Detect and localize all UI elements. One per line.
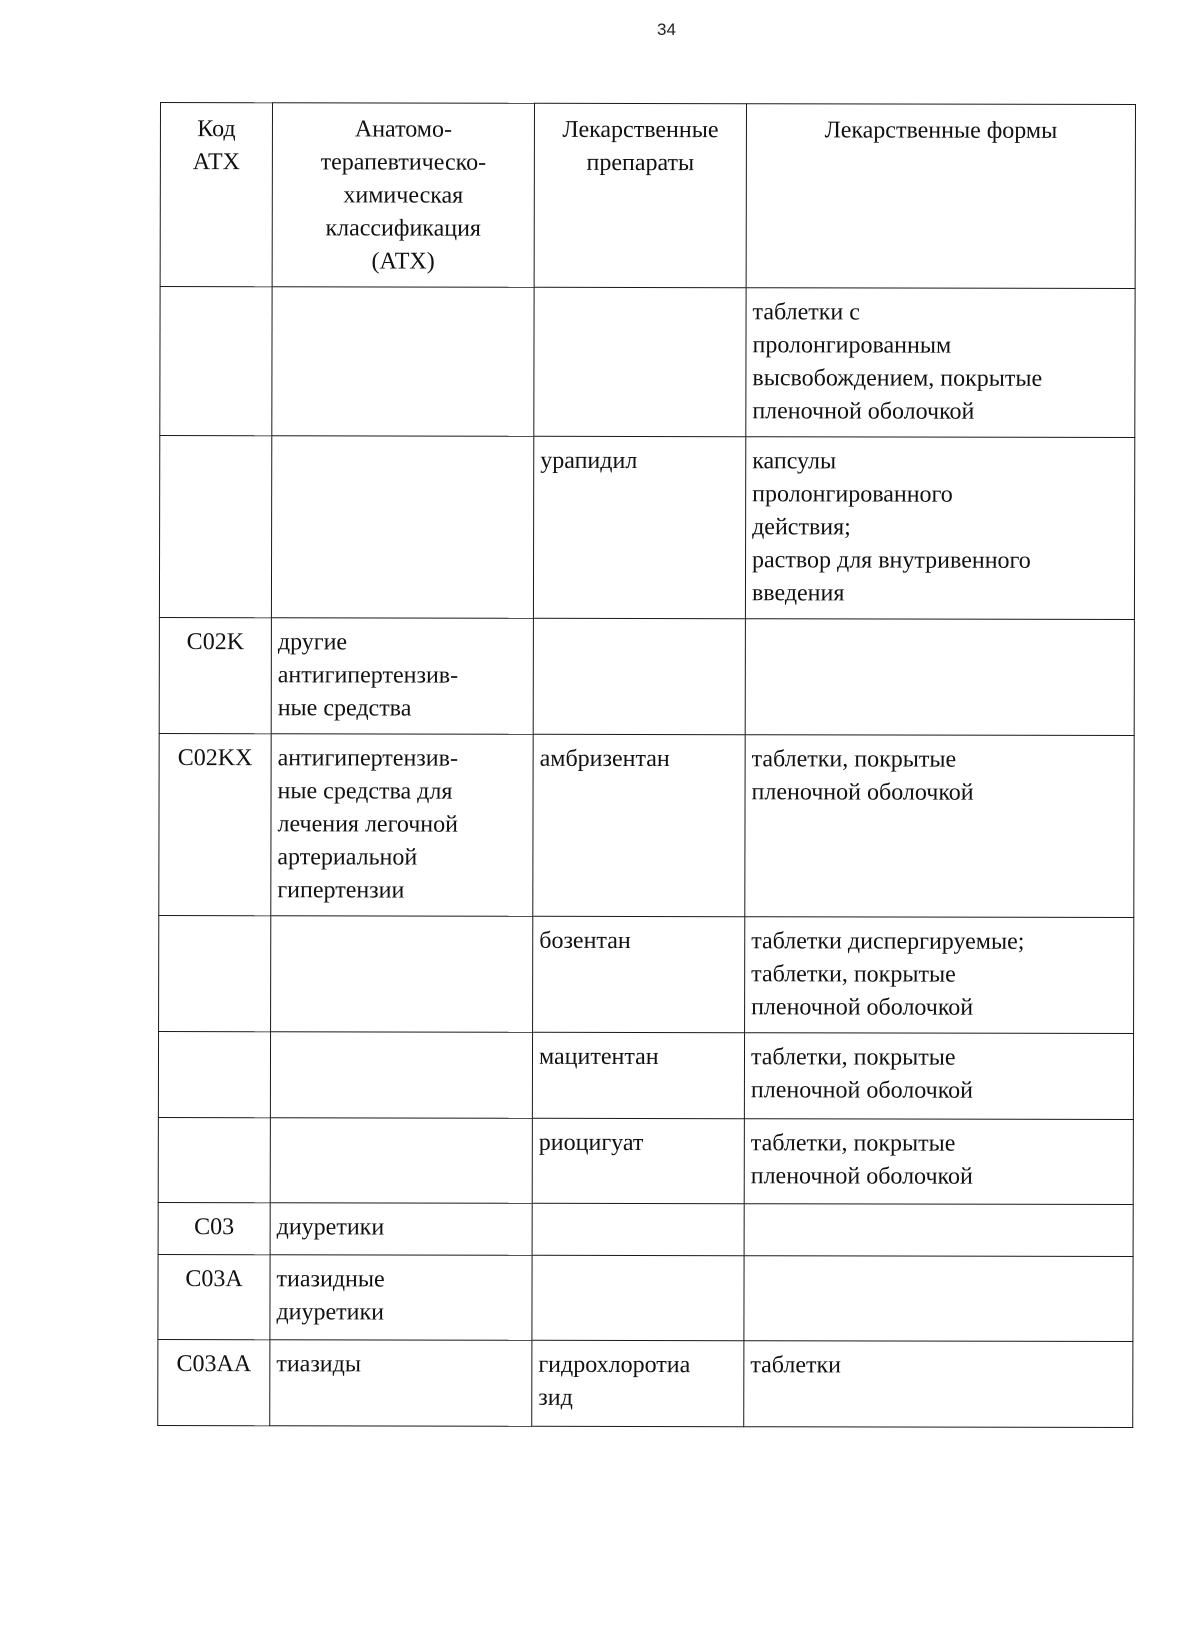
table-row [158,1031,1133,1119]
cell-form: таблетки, покрытые пленочной оболочкой [744,1033,1133,1120]
cell-code: C02K [159,617,271,733]
cell-form: таблетки, покрытые пленочной оболочкой [744,1119,1133,1205]
cell-atc: тиазиды [270,1340,532,1427]
cell-form: капсулы пролонгированного действия; раствор для внутривенного введения [745,437,1134,620]
cell-atc: другие антигипертензив- ные средства [271,618,533,735]
table-row [158,1254,1133,1341]
atc-drug-table [157,102,1136,1428]
cell-code: C03 [158,1202,270,1254]
header-atc-code: Код АТХ [160,103,272,287]
cell-code [159,436,271,618]
cell-code [160,287,272,436]
cell-atc [272,287,534,437]
cell-atc [271,916,533,1033]
cell-drug: амбризентан [533,734,745,916]
cell-atc [270,1032,532,1119]
cell-atc: диуретики [270,1203,532,1256]
cell-code [159,915,271,1031]
cell-drug: гидрохлоротиа зид [532,1340,744,1426]
cell-form [744,1204,1133,1257]
table-row [158,1202,1133,1256]
cell-drug: бозентан [533,916,745,1032]
table-row [159,733,1134,917]
cell-drug: мацитентан [532,1032,744,1118]
table-row [160,287,1135,438]
cell-drug [532,1203,744,1255]
page-number: 34 [657,20,676,39]
cell-form: таблетки [744,1341,1133,1428]
table-row [158,1339,1133,1427]
cell-code: C03AA [158,1339,270,1425]
cell-code: C03A [158,1254,270,1339]
table-row [159,436,1134,620]
header-drugs: Лекарственные препараты [534,103,746,287]
cell-drug: риоцигуат [532,1118,744,1203]
cell-form: таблетки с пролонгированным высвобождением, покрытые пленочной оболочкой [746,288,1135,438]
table-row [159,915,1134,1033]
cell-form [745,619,1134,736]
table-header-row [160,103,1135,289]
cell-code [158,1117,270,1202]
table-row [159,617,1134,735]
cell-drug [532,1255,744,1340]
cell-atc [270,1118,532,1204]
cell-code: C02KX [159,733,271,915]
cell-drug [533,618,745,734]
cell-form [744,1256,1133,1342]
table-row [158,1117,1133,1204]
cell-drug [534,287,746,436]
header-atc-classification: Анатомо- терапевтическо- химическая классификация (АТХ) [272,103,534,288]
cell-atc: тиазидные диуретики [270,1255,532,1341]
cell-form: таблетки диспергируемые; таблетки, покрытые пленочной оболочкой [745,917,1134,1034]
cell-atc: антигипертензив- ные средства для лечения легочной артериальной гипертензии [271,734,533,917]
cell-atc [271,436,533,619]
cell-code [158,1031,270,1117]
header-dosage-forms: Лекарственные формы [746,104,1135,289]
cell-drug: урапидил [533,436,745,618]
cell-form: таблетки, покрытые пленочной оболочкой [745,735,1134,918]
